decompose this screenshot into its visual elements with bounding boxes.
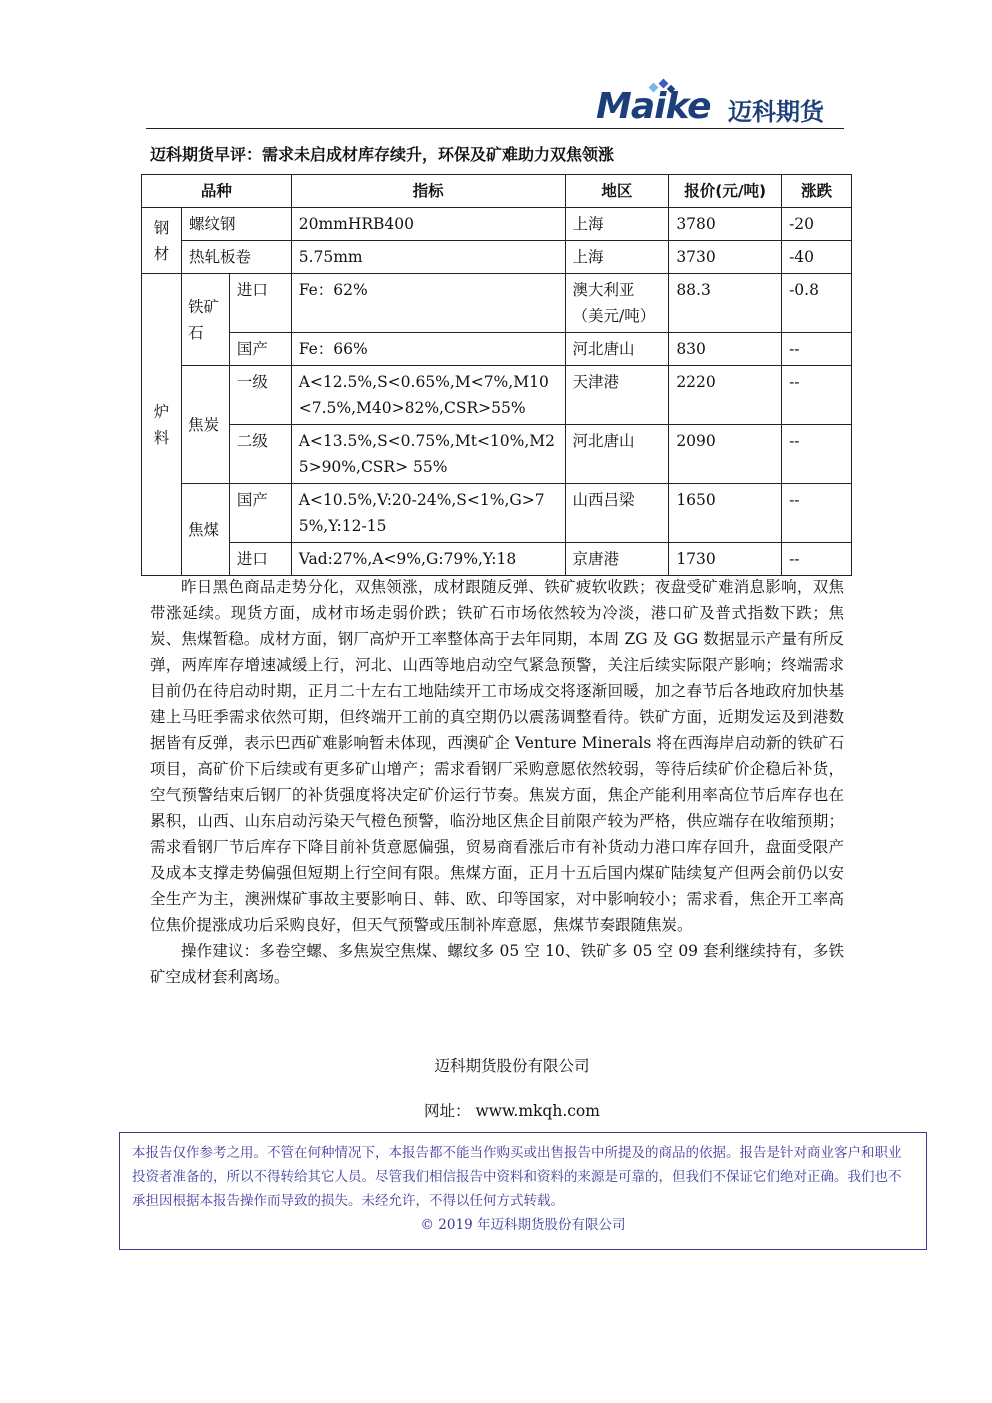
- table-row: [142, 484, 852, 543]
- disclaimer-text: 本报告仅作参考之用。不管在何种情况下，本报告都不能当作购买或出售报告中所提及的商品的依据。报告是针对商业客户和职业投资者准备的，所以不得转给其它人员。尽管我们相信报告中资料和资料的来源是可靠的，但我们不保证它们绝对正确。我们也不承担因根据本报告操作而导致的损失。未经允许，不得以任何方式转载。: [132, 1145, 902, 1209]
- cell-change: --: [782, 425, 852, 484]
- cell-type: 一级: [229, 366, 291, 425]
- cell-price: 1650: [669, 484, 782, 543]
- table-header-row: [142, 175, 852, 208]
- cell-price: 3730: [669, 241, 782, 274]
- report-title: 迈科期货早评：需求未启成材库存续升，环保及矿难助力双焦领涨: [150, 145, 615, 164]
- cell-spec: Vad:27%,A<9%,G:79%,Y:18: [291, 543, 565, 576]
- table-row: [142, 241, 852, 274]
- logo-brand-text: Maike: [596, 86, 711, 127]
- group-furnace: 炉料: [142, 274, 182, 576]
- price-table: [141, 174, 852, 576]
- header-variety: 品种: [142, 175, 292, 208]
- header-indicator: 指标: [291, 175, 565, 208]
- cell-name: 螺纹钢: [181, 208, 291, 241]
- cell-region: 河北唐山: [565, 333, 669, 366]
- cell-price: 830: [669, 333, 782, 366]
- cell-region: 河北唐山: [565, 425, 669, 484]
- cell-spec: Fe：62%: [291, 274, 565, 333]
- cell-type: 二级: [229, 425, 291, 484]
- copyright-text: © 2019 年迈科期货股份有限公司: [420, 1217, 626, 1233]
- cell-region: 澳大利亚（美元/吨）: [565, 274, 669, 333]
- table-row: [142, 543, 852, 576]
- cell-type: 进口: [229, 274, 291, 333]
- cell-price: 88.3: [669, 274, 782, 333]
- cell-change: --: [782, 484, 852, 543]
- cell-price: 2090: [669, 425, 782, 484]
- cell-price: 3780: [669, 208, 782, 241]
- label-coking-coal: 焦煤: [181, 484, 229, 576]
- cell-type: 国产: [229, 333, 291, 366]
- disclaimer-box: [119, 1132, 927, 1250]
- cell-price: 2220: [669, 366, 782, 425]
- label-coke: 焦炭: [181, 366, 229, 484]
- cell-spec: 20mmHRB400: [291, 208, 565, 241]
- cell-name: 热轧板卷: [181, 241, 291, 274]
- cell-spec: Fe：66%: [291, 333, 565, 366]
- maike-logo: [596, 80, 846, 130]
- analysis-paragraph: 昨日黑色商品走势分化，双焦领涨，成材跟随反弹、铁矿疲软收跌；夜盘受矿难消息影响，双焦带涨延续。现货方面，成材市场走弱价跌；铁矿石市场依然较为冷淡，港口矿及普式指数下跌；焦炭、焦煤暂稳。成材方面，钢厂高炉开工率整体高于去年同期，本周 ZG 及 GG 数据显示产量有所反弹，两库库存增速减缓上行，河北、山西等地启动空气紧急预警，关注后续实际限产影响；终端需求目前仍在待启动时期，正月二十左右工地陆续开工市场成交将逐渐回暖，加之春节后各地政府加快基建上马旺季需求依然可期，但终端开工前的真空期仍以震荡调整看待。铁矿方面，近期发运及到港数据皆有反弹，表示巴西矿难影响暂未体现，西澳矿企 Venture Minerals 将在西海岸启动新的铁矿石项目，高矿价下后续或有更多矿山增产；需求看钢厂采购意愿依然较弱，等待后续矿价企稳后补货，空气预警结束后钢厂的补货强度将决定矿价运行节奏。焦炭方面，焦企产能利用率高位节后库存也在累积，山西、山东启动污染天气橙色预警，临汾地区焦企目前限产较为严格，供应端存在收缩预期；需求看钢厂节后库存下降目前补货意愿偏强，贸易商看涨后市有补货动力港口库存回升，盘面受限产及成本支撑走势偏强但短期上行空间有限。焦煤方面，正月十五后国内煤矿陆续复产但两会前仍以安全生产为主，澳洲煤矿事故主要影响日、韩、欧、印等国家，对中影响较小；需求看，焦企开工率高位焦价提涨成功后采购良好，但天气预警或压制补库意愿，焦煤节奏跟随焦炭。: [150, 578, 844, 934]
- table-row: [142, 274, 852, 333]
- cell-region: 京唐港: [565, 543, 669, 576]
- cell-price: 1730: [669, 543, 782, 576]
- cell-region: 山西吕梁: [565, 484, 669, 543]
- suggestion-paragraph: 操作建议：多卷空螺、多焦炭空焦煤、螺纹多 05 空 10、铁矿多 05 空 09 套利继续持有，多铁矿空成材套利离场。: [150, 942, 844, 986]
- table-row: [142, 208, 852, 241]
- cell-change: -20: [782, 208, 852, 241]
- logo-brand-cn: 迈科期货: [728, 98, 824, 126]
- company-name: 迈科期货股份有限公司: [434, 1057, 590, 1075]
- cell-spec: A<10.5%,V:20-24%,S<1%,G>75%,Y:12-15: [291, 484, 565, 543]
- cell-spec: A<12.5%,S<0.65%,M<7%,M10<7.5%,M40>82%,CSR>55%: [291, 366, 565, 425]
- cell-change: -40: [782, 241, 852, 274]
- cell-spec: A<13.5%,S<0.75%,Mt<10%,M25>90%,CSR> 55%: [291, 425, 565, 484]
- cell-change: -0.8: [782, 274, 852, 333]
- table-row: [142, 425, 852, 484]
- cell-change: --: [782, 366, 852, 425]
- report-body: [150, 574, 844, 990]
- cell-region: 上海: [565, 241, 669, 274]
- cell-type: 国产: [229, 484, 291, 543]
- cell-region: 上海: [565, 208, 669, 241]
- cell-spec: 5.75mm: [291, 241, 565, 274]
- table-row: [142, 333, 852, 366]
- header-change: 涨跌: [782, 175, 852, 208]
- cell-region: 天津港: [565, 366, 669, 425]
- group-steel: 钢材: [142, 208, 182, 274]
- cell-type: 进口: [229, 543, 291, 576]
- label-iron-ore: 铁矿石: [181, 274, 229, 366]
- header-region: 地区: [565, 175, 669, 208]
- header-divider: [146, 128, 844, 129]
- header-price: 报价(元/吨): [669, 175, 782, 208]
- cell-change: --: [782, 543, 852, 576]
- cell-change: --: [782, 333, 852, 366]
- table-row: [142, 366, 852, 425]
- website-link[interactable]: 网址： www.mkqh.com: [424, 1102, 600, 1120]
